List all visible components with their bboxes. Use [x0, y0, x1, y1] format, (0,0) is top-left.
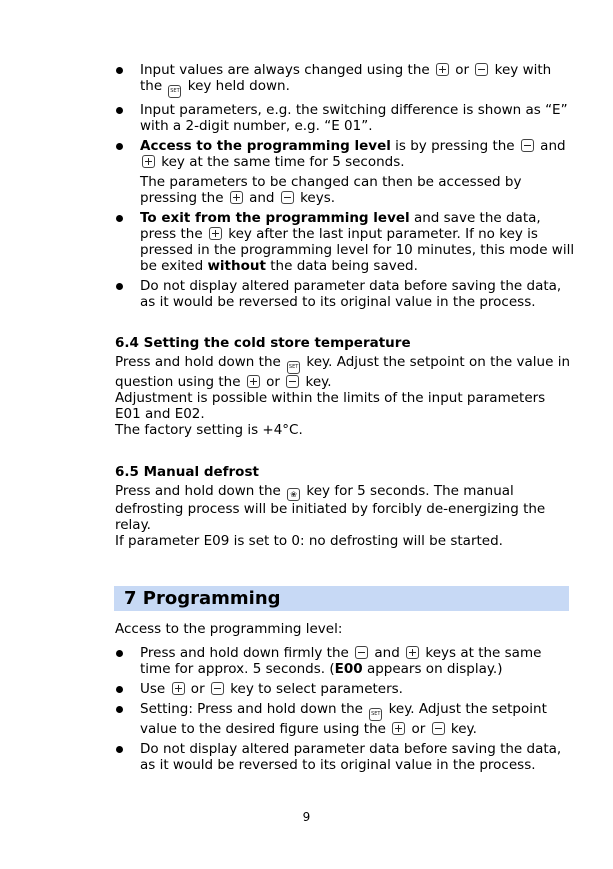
section-7 — [115, 621, 575, 777]
list-item: Use or key to select parameters. — [115, 681, 575, 697]
list-item: Input parameters, e.g. the switching difference is shown as “E” with a 2-digit number, e.g. “E 01”. — [115, 102, 575, 134]
plus-key-icon — [142, 155, 155, 168]
minus-key-icon — [355, 646, 368, 659]
list-item: To exit from the programming level and save the data, press the key after the last input parameter. If no key is pressed in the programming level for 10 minutes, this mode will be exited without the data being saved. — [115, 210, 575, 274]
defrost-key-icon: ❀ — [287, 488, 300, 501]
plus-key-icon — [247, 375, 260, 388]
section-6-4 — [115, 335, 575, 438]
section-heading: 6.5 Manual defrost — [115, 464, 259, 480]
minus-key-icon — [281, 191, 294, 204]
plus-key-icon — [230, 191, 243, 204]
paragraph: Adjustment is possible within the limits of the input parameters E01 and E02. — [115, 390, 546, 422]
minus-key-icon — [432, 722, 445, 735]
minus-key-icon — [211, 682, 224, 695]
set-key-icon: SET — [287, 361, 300, 374]
programming-bullet-list — [115, 645, 575, 773]
minus-key-icon — [521, 139, 534, 152]
minus-key-icon — [475, 63, 488, 76]
plus-key-icon — [406, 646, 419, 659]
plus-key-icon — [172, 682, 185, 695]
chapter-title: 7 Programming — [124, 588, 281, 609]
plus-key-icon — [209, 227, 222, 240]
chapter-banner — [114, 586, 569, 611]
intro-section — [115, 62, 575, 314]
paragraph: If parameter E09 is set to 0: no defrosting will be started. — [115, 533, 503, 549]
page-number: 9 — [302, 810, 311, 824]
plus-key-icon — [436, 63, 449, 76]
set-key-icon: SET — [369, 708, 382, 721]
list-item: Input values are always changed using the or key with the SET key held down. — [115, 62, 575, 98]
list-item: Press and hold down firmly the and keys at the same time for approx. 5 seconds. (E00 appears on display.) — [115, 645, 575, 677]
list-item: Do not display altered parameter data before saving the data, as it would be reversed to its original value in the process. — [115, 278, 575, 310]
section-6-5 — [115, 464, 575, 549]
list-item: Setting: Press and hold down the SET key. Adjust the setpoint value to the desired figure using the or key. — [115, 701, 575, 737]
paragraph: Press and hold down the ❀ key for 5 seconds. The manual defrosting process will be initiated by forcibly de-energizing the relay. — [115, 483, 546, 533]
set-key-icon: SET — [168, 85, 181, 98]
sub-paragraph: The parameters to be changed can then be accessed by pressing the and keys. — [140, 174, 522, 206]
plus-key-icon — [392, 722, 405, 735]
minus-key-icon — [286, 375, 299, 388]
paragraph: The factory setting is +4°C. — [115, 422, 303, 438]
list-item: Do not display altered parameter data before saving the data, as it would be reversed to its original value in the process. — [115, 741, 575, 773]
section-heading: 6.4 Setting the cold store temperature — [115, 335, 411, 351]
intro-bullet-list — [115, 62, 575, 310]
paragraph: Access to the programming level: — [115, 621, 343, 637]
paragraph: Press and hold down the SET key. Adjust the setpoint on the value in question using the or key. — [115, 354, 571, 390]
list-item: Access to the programming level is by pressing the and key at the same time for 5 seconds. The parameters to be changed can then be accessed by pressing the and keys. — [115, 138, 575, 206]
